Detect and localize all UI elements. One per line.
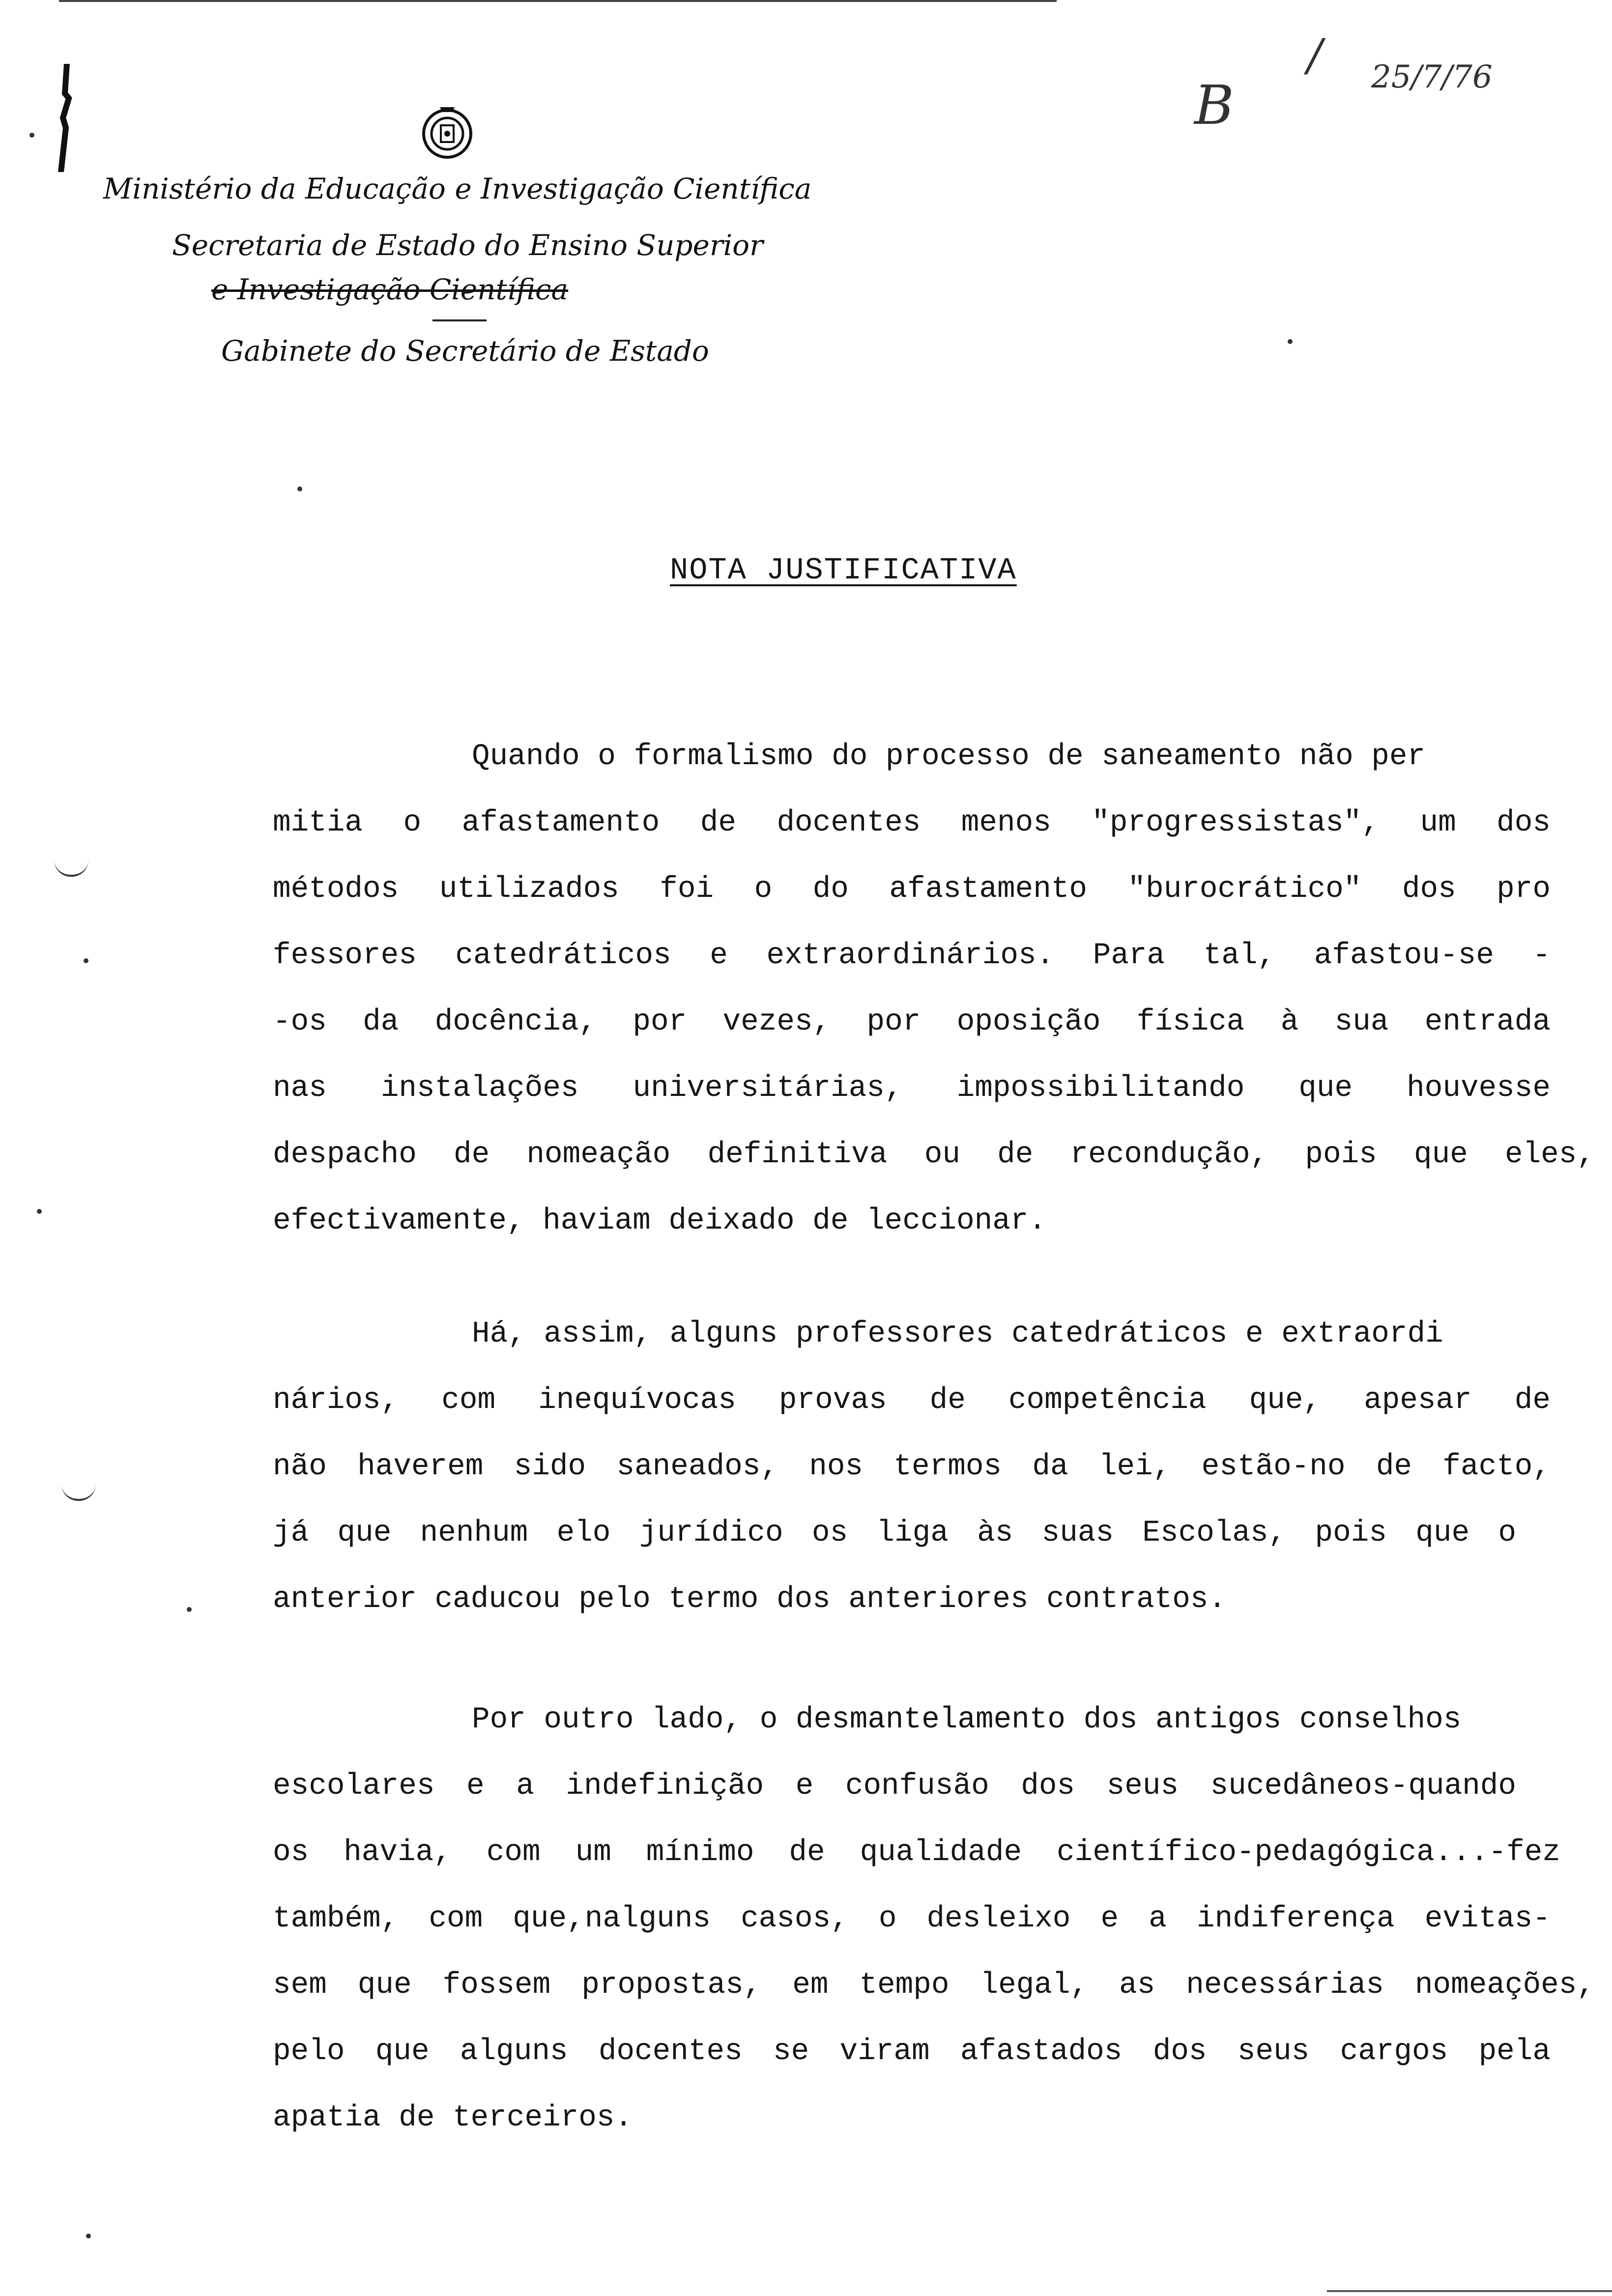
text-line: métodos utilizados foi o do afastamento "burocrático" dos pro	[273, 872, 1551, 906]
scan-speck	[1288, 339, 1293, 344]
handwritten-letter: B	[1194, 74, 1234, 137]
hole-punch-mark	[61, 1484, 96, 1501]
text-line: pelo que alguns docentes se viram afastados dos seus cargos pela	[273, 2035, 1551, 2068]
text-line: Por outro lado, o desmantelamento dos antigos conselhos	[472, 1703, 1462, 1737]
scan-speck	[187, 1607, 192, 1612]
text-line: sem que fossem propostas, em tempo legal, as necessárias nomeações,	[273, 1968, 1595, 2002]
letterhead-divider	[432, 319, 487, 321]
coat-of-arms-seal-icon	[420, 103, 474, 162]
scan-speck	[37, 1209, 42, 1214]
scan-bottom-rule	[1327, 2290, 1612, 2292]
scan-speck	[84, 958, 88, 963]
letterhead-struck-line: e Investigação Científica	[211, 273, 569, 306]
text-line: não haverem sido saneados, nos termos da lei, estão-no de facto,	[273, 1450, 1551, 1484]
scan-top-rule	[59, 0, 1057, 2]
text-line: apatia de terceiros.	[273, 2101, 633, 2135]
letterhead-gabinete: Gabinete do Secretário de Estado	[221, 334, 709, 368]
text-line: Quando o formalismo do processo de saneamento não per	[472, 740, 1426, 774]
document-title: NOTA JUSTIFICATIVA	[670, 553, 1017, 588]
hole-punch-mark	[54, 860, 88, 877]
text-line: nas instalações universitárias, impossibilitando que houvesse	[273, 1071, 1551, 1105]
handwritten-stroke-icon	[54, 64, 74, 172]
text-line: mitia o afastamento de docentes menos "progressistas", um dos	[273, 806, 1551, 840]
letterhead-ministry: Ministério da Educação e Investigação Científica	[103, 172, 812, 205]
scan-speck	[29, 133, 34, 138]
text-line: anterior caducou pelo termo dos anteriores contratos.	[273, 1582, 1227, 1616]
text-line: -os da docência, por vezes, por oposição física à sua entrada	[273, 1005, 1551, 1039]
handwritten-date: 25/7/76	[1371, 59, 1493, 95]
text-line: já que nenhum elo jurídico os liga às suas Escolas, pois que o	[273, 1516, 1516, 1550]
text-line: também, com que,nalguns casos, o desleixo e a indiferença evitas-	[273, 1902, 1551, 1936]
scan-speck	[297, 487, 302, 491]
text-line: Há, assim, alguns professores catedráticos e extraordi	[472, 1317, 1443, 1351]
handwritten-mark: /	[1307, 29, 1323, 81]
text-line: escolares e a indefinição e confusão dos seus sucedâneos-quando	[273, 1769, 1516, 1803]
text-line: despacho de nomeação definitiva ou de recondução, pois que eles,	[273, 1138, 1595, 1172]
text-line: nários, com inequívocas provas de competência que, apesar de	[273, 1383, 1551, 1417]
text-line: fessores catedráticos e extraordinários. Para tal, afastou-se -	[273, 939, 1551, 973]
text-line: os havia, com um mínimo de qualidade científico-pedagógica...-fez	[273, 1836, 1560, 1869]
letterhead-secretaria: Secretaria de Estado do Ensino Superior	[172, 229, 763, 262]
text-line: efectivamente, haviam deixado de leccionar.	[273, 1204, 1047, 1238]
scan-speck	[86, 2234, 91, 2239]
